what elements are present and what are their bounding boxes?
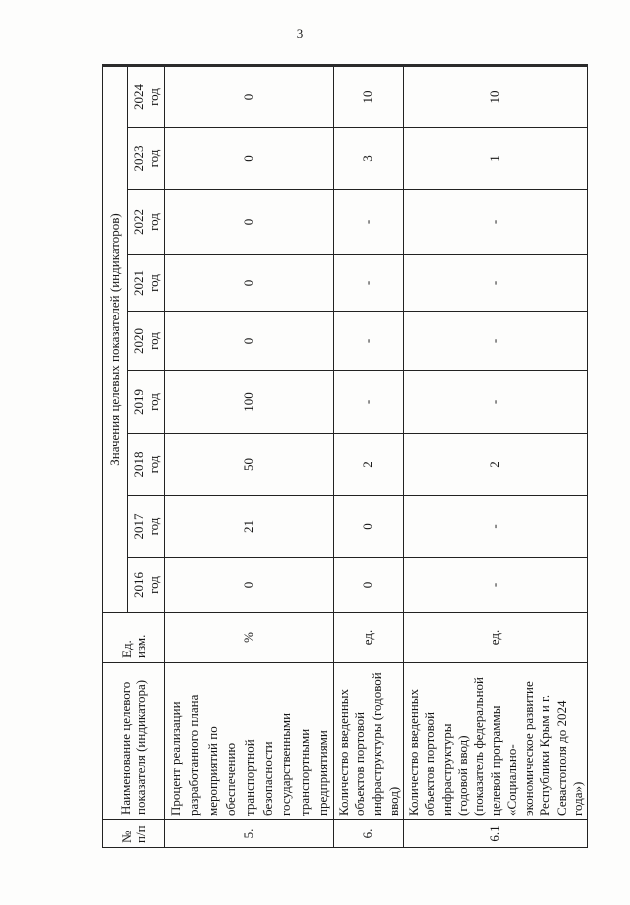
indicator-name-cell: Количество введенных объектов портовой инфраструктуры (годовой ввод) bbox=[333, 663, 403, 820]
value-cell: 10 bbox=[403, 65, 587, 127]
year-label: 2018 bbox=[131, 451, 146, 478]
row-number-cell: 6.1 bbox=[403, 820, 587, 848]
year-suffix: год bbox=[146, 332, 161, 350]
year-suffix: год bbox=[146, 88, 161, 106]
value-cell: 2 bbox=[333, 434, 403, 496]
row-number-cell: 6. bbox=[333, 820, 403, 848]
value-cell: - bbox=[403, 312, 587, 371]
year-label: 2017 bbox=[131, 513, 146, 540]
value-cell: 0 bbox=[333, 558, 403, 613]
header-year-2017 bbox=[128, 496, 165, 558]
rotated-table-container bbox=[102, 66, 585, 848]
header-year-2018 bbox=[128, 434, 165, 496]
year-suffix: год bbox=[146, 517, 161, 536]
header-year-2023 bbox=[128, 128, 165, 190]
header-unit-cell: Ед. изм. bbox=[103, 613, 165, 663]
value-cell: 10 bbox=[333, 65, 403, 127]
value-cell: 50 bbox=[165, 434, 334, 496]
value-cell: 0 bbox=[165, 558, 334, 613]
year-label: 2020 bbox=[131, 328, 146, 354]
unit-cell: % bbox=[165, 613, 334, 663]
header-year-2020 bbox=[128, 312, 165, 371]
table-row-6-1 bbox=[403, 65, 587, 847]
page-number: 3 bbox=[296, 26, 304, 41]
header-year-2019 bbox=[128, 371, 165, 434]
year-label: 2024 bbox=[131, 84, 146, 110]
header-year-2021 bbox=[128, 255, 165, 312]
value-cell: - bbox=[403, 190, 587, 255]
value-cell: - bbox=[333, 312, 403, 371]
value-cell: 0 bbox=[165, 312, 334, 371]
header-name-cell: Наименование целевого показателя (индикатора) bbox=[103, 663, 165, 820]
header-year-2024 bbox=[128, 65, 165, 127]
value-cell: 21 bbox=[165, 496, 334, 558]
value-cell: - bbox=[403, 496, 587, 558]
value-cell: 0 bbox=[165, 128, 334, 190]
value-cell: 0 bbox=[165, 65, 334, 127]
target-indicators-table bbox=[102, 64, 588, 848]
year-label: 2016 bbox=[131, 572, 146, 598]
value-cell: - bbox=[403, 371, 587, 434]
value-cell: 1 bbox=[403, 128, 587, 190]
year-suffix: год bbox=[146, 455, 161, 474]
value-cell: 0 bbox=[165, 255, 334, 312]
year-suffix: год bbox=[146, 274, 161, 292]
unit-cell: ед. bbox=[333, 613, 403, 663]
value-cell: 3 bbox=[333, 128, 403, 190]
year-label: 2023 bbox=[131, 145, 146, 172]
value-cell: - bbox=[333, 371, 403, 434]
value-cell: 100 bbox=[165, 371, 334, 434]
year-suffix: год bbox=[146, 213, 161, 231]
value-cell: - bbox=[333, 190, 403, 255]
year-label: 2019 bbox=[131, 389, 146, 415]
unit-cell: ед. bbox=[403, 613, 587, 663]
header-num-cell: № п/п bbox=[103, 820, 165, 848]
year-label: 2021 bbox=[131, 270, 146, 296]
value-cell: - bbox=[403, 558, 587, 613]
header-year-2016 bbox=[128, 558, 165, 613]
table-row-5 bbox=[165, 65, 334, 847]
value-cell: 2 bbox=[403, 434, 587, 496]
value-cell: - bbox=[403, 255, 587, 312]
year-label: 2022 bbox=[131, 209, 146, 235]
row-number-cell: 5. bbox=[165, 820, 334, 848]
year-suffix: год bbox=[146, 393, 161, 411]
indicator-name-cell: Процент реализации разработанного плана мероприятий по обеспечению транспортной безопасности государственными транспортными предприятиями bbox=[165, 663, 334, 820]
value-cell: 0 bbox=[165, 190, 334, 255]
value-cell: 0 bbox=[333, 496, 403, 558]
indicator-name-cell: Количество введенных объектов портовой инфраструктуры (годовой ввод) (показатель федеральной целевой программы «Социально-экономическое развитие Республики Крым и г. Севастополя до 2024 года») bbox=[403, 663, 587, 820]
header-year-2022 bbox=[128, 190, 165, 255]
year-suffix: год bbox=[146, 149, 161, 168]
table-row-6 bbox=[333, 65, 403, 847]
header-values-span-cell: Значения целевых показателей (индикаторов) bbox=[103, 65, 128, 612]
value-cell: - bbox=[333, 255, 403, 312]
header-row-top bbox=[103, 65, 128, 847]
year-suffix: год bbox=[146, 576, 161, 594]
